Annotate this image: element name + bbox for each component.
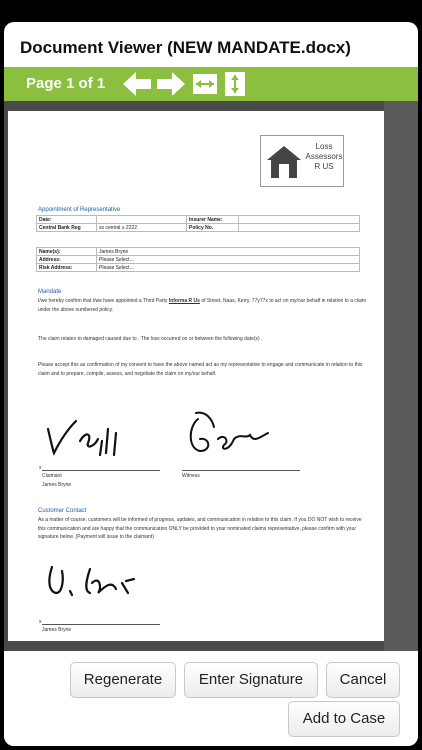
claimant-name: James Bryne <box>42 482 72 488</box>
contact-x-mark: x <box>39 619 42 625</box>
appointment-heading: Appointment of Representative <box>38 207 121 213</box>
mandate-paragraph-2: The claim relates to damaged caused due to . The loss occurred on or between the following date(s) . <box>38 336 263 342</box>
risk-address-label: Risk Address: <box>37 264 97 272</box>
arrow-left-icon[interactable] <box>122 71 152 97</box>
person-table <box>36 247 360 272</box>
mandate-paragraph-3: Please accept this as confirmation of my consent to have the above named act as my representative to engage and communicate in relation to this claim and to prepare, compile, assess, and negotiate the claim on my/our behalf. <box>38 362 363 377</box>
viewer-toolbar <box>4 67 418 101</box>
witness-signature-line <box>182 470 300 471</box>
fit-height-icon[interactable] <box>222 71 248 97</box>
witness-signature <box>184 409 284 459</box>
house-icon <box>265 144 303 180</box>
customer-contact-signature <box>42 559 152 605</box>
name-value: James Bryne <box>97 248 360 256</box>
cbr-label: Central Bank Reg <box>37 224 97 232</box>
contact-signer-name: James Bryne <box>42 627 72 633</box>
document-page <box>8 111 384 641</box>
policy-value <box>239 224 360 232</box>
witness-label: Witness <box>182 473 200 479</box>
claimant-label: Claimant <box>42 473 62 479</box>
dialog-footer <box>4 651 418 746</box>
contact-signature-line <box>42 624 160 625</box>
viewer-scrollbar[interactable] <box>384 101 418 651</box>
mandate-heading: Mandate <box>38 289 62 295</box>
cancel-button[interactable]: Cancel <box>326 662 400 698</box>
claimant-signature <box>42 411 142 461</box>
appointment-table <box>36 215 360 232</box>
claimant-x-mark: x <box>39 465 42 471</box>
arrow-right-icon[interactable] <box>156 71 186 97</box>
address-label: Address: <box>37 256 97 264</box>
policy-label: Policy No. <box>187 224 239 232</box>
insurer-label: Insurer Name: <box>187 216 239 224</box>
document-preview-area[interactable] <box>4 101 418 651</box>
company-logo <box>260 135 344 187</box>
customer-contact-heading: Customer Contact <box>38 508 87 514</box>
date-label: Date: <box>37 216 97 224</box>
insurer-value <box>239 216 360 224</box>
dialog-title: Document Viewer (NEW MANDATE.docx) <box>20 38 351 57</box>
fit-width-icon[interactable] <box>192 71 218 97</box>
customer-contact-paragraph: As a matter of course, customers will be informed of progress, updates, and communication in relation to this claim. If you DO NOT wish to receive this communication and are happy that the communication ONLY be provided to your nominated claims representative, please confirm with your signature below. (Payment will issue to the claimant) <box>38 517 362 540</box>
logo-text: Loss Assessors R US <box>305 142 343 171</box>
risk-address-value: Please Select... <box>97 264 360 272</box>
cbr-value: ss central ≥ 2222 <box>97 224 187 232</box>
claimant-signature-line <box>42 470 160 471</box>
regenerate-button[interactable]: Regenerate <box>70 662 176 698</box>
name-label: Name(s): <box>37 248 97 256</box>
add-to-case-button[interactable]: Add to Case <box>288 701 400 737</box>
page-indicator: Page 1 of 1 <box>26 75 106 92</box>
document-viewer-dialog <box>4 22 418 746</box>
address-value: Please Select... <box>97 256 360 264</box>
enter-signature-button[interactable]: Enter Signature <box>184 662 318 698</box>
date-value <box>97 216 187 224</box>
mandate-paragraph-1: I/we hereby confirm that I/we have appointed a Third Party Informa R Us of Street, Naas, Kerry, 77y77x to act on my/our behalf in relation to a claim under the above numbered policy. <box>38 298 367 313</box>
